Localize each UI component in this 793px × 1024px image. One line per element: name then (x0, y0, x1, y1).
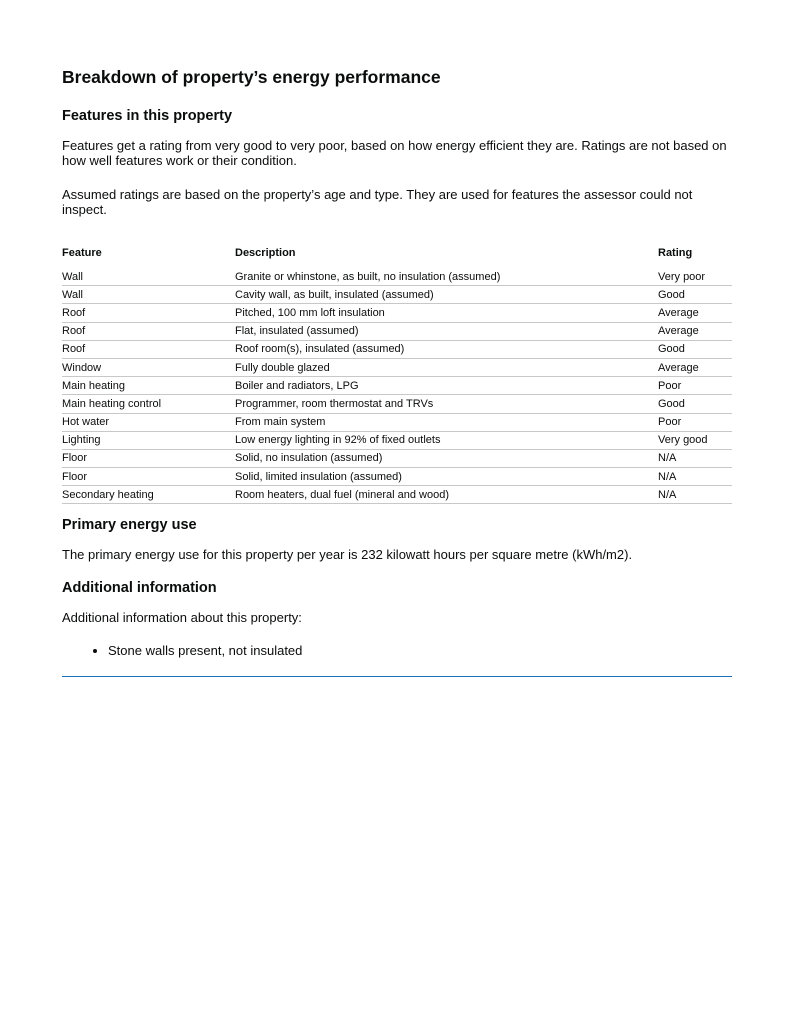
cell-description: Boiler and radiators, LPG (235, 379, 359, 392)
assumed-ratings-note: Assumed ratings are based on the property’s age and type. They are used for features the assessor could not inspect. (62, 187, 693, 217)
cell-description: Granite or whinstone, as built, no insulation (assumed) (235, 270, 501, 283)
primary-energy-heading: Primary energy use (62, 517, 197, 533)
cell-description: Pitched, 100 mm loft insulation (235, 306, 385, 319)
table-row (62, 359, 732, 377)
table-row (62, 432, 732, 450)
cell-feature: Hot water (62, 416, 110, 429)
cell-description: Room heaters, dual fuel (mineral and wood) (235, 488, 450, 501)
cell-rating: Very good (658, 434, 708, 447)
cell-description: Low energy lighting in 92% of fixed outlets (235, 434, 441, 447)
primary-energy-text: The primary energy use for this property per year is 232 kilowatt hours per square metre (kWh/m2). (62, 547, 633, 562)
cell-rating: Good (658, 397, 685, 410)
cell-description: Solid, limited insulation (assumed) (235, 470, 402, 483)
cell-rating: Average (658, 361, 699, 374)
cell-feature: Secondary heating (62, 488, 154, 501)
cell-rating: Poor (658, 379, 682, 392)
cell-feature: Window (62, 361, 102, 374)
page-title: Breakdown of property’s energy performance (62, 67, 441, 87)
cell-rating: N/A (658, 452, 677, 465)
table-row (62, 414, 732, 432)
features-intro: Features get a rating from very good to very poor, based on how energy efficient they are. Ratings are not based on how well features work or their condition. (62, 138, 727, 168)
column-header-rating: Rating (658, 247, 693, 259)
cell-feature: Floor (62, 470, 88, 483)
column-header-feature: Feature (62, 247, 102, 259)
table-row (62, 286, 732, 304)
cell-description: From main system (235, 416, 326, 429)
cell-description: Solid, no insulation (assumed) (235, 452, 383, 465)
cell-rating: Good (658, 343, 685, 356)
cell-rating: Good (658, 288, 685, 301)
additional-info-heading: Additional information (62, 580, 217, 596)
cell-rating: N/A (658, 470, 677, 483)
features-table (62, 238, 732, 504)
cell-feature: Roof (62, 325, 86, 338)
cell-rating: Poor (658, 416, 682, 429)
cell-feature: Main heating control (62, 397, 162, 410)
additional-info-list (62, 642, 302, 660)
table-row (62, 268, 732, 286)
cell-description: Fully double glazed (235, 361, 330, 374)
section-divider (62, 676, 732, 677)
cell-description: Flat, insulated (assumed) (235, 325, 359, 338)
table-row (62, 395, 732, 413)
cell-feature: Roof (62, 306, 86, 319)
cell-rating: Average (658, 325, 699, 338)
cell-description: Roof room(s), insulated (assumed) (235, 343, 405, 356)
column-header-description: Description (235, 247, 296, 259)
table-row (62, 304, 732, 322)
list-item: • Stone walls present, not insulated (108, 642, 302, 660)
table-row (62, 468, 732, 486)
table-row (62, 323, 732, 341)
cell-description: Programmer, room thermostat and TRVs (235, 397, 434, 410)
cell-description: Cavity wall, as built, insulated (assumed) (235, 288, 434, 301)
table-row (62, 341, 732, 359)
table-row (62, 450, 732, 468)
cell-rating: Very poor (658, 270, 706, 283)
table-row (62, 486, 732, 504)
table-body (62, 268, 732, 504)
cell-rating: N/A (658, 488, 677, 501)
cell-feature: Wall (62, 270, 83, 283)
table-row (62, 377, 732, 395)
cell-rating: Average (658, 306, 699, 319)
additional-info-intro: Additional information about this property: (62, 610, 302, 625)
cell-feature: Lighting (62, 434, 101, 447)
table-header (62, 238, 732, 268)
cell-feature: Wall (62, 288, 83, 301)
cell-feature: Main heating (62, 379, 125, 392)
cell-feature: Roof (62, 343, 86, 356)
cell-feature: Floor (62, 452, 88, 465)
features-heading: Features in this property (62, 108, 233, 124)
